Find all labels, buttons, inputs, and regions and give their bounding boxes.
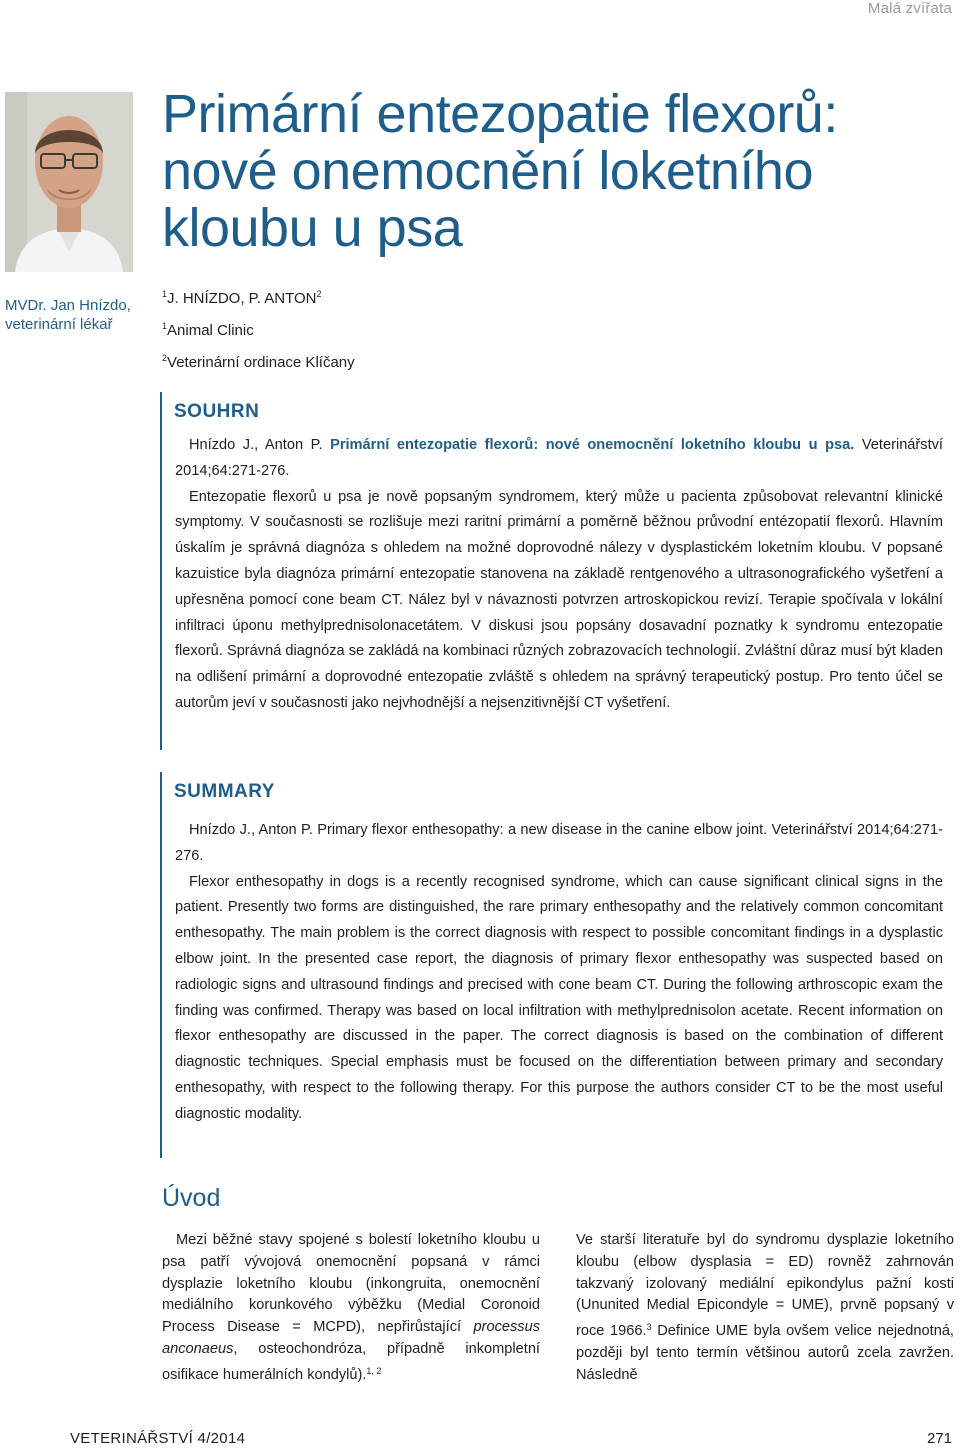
souhrn-body: Entezopatie flexorů u psa je nově popsaným syndromem, který může u pacienta způsobovat relevantní klinické symptomy. V současnosti se rozlišuje mezi raritní primární a poměrně běžnou průvodní entézopatií flexorů. Hlavním úskalím je správná diagnóza s ohledem na možné doprovodné nálezy v dysplastickém loketním kloubu. V popsané kazuistice byla diagnóza primární entezopatie stanovena na základě rentgenového a ultrasonografického vyšetření a upřesněna pomocí cone beam CT. Nález byl v návaznosti potvrzen artroskopickou revizí. Terapie spočívala v lokální infiltraci úponu methylprednisolonacetátem. V diskusi jsou popsány dosavadní poznatky k syndromu entezopatie flexorů. Správná diagnóza se zakládá na kombinaci různých zobrazovacích technologií. Zvláštní důraz musí být kladen na odlišení primární a doprovodné entezopatie zvláště s ohledem na správný terapeutický postup. Pro tento účel se autorům jeví v současnosti jako nejvhodnější a nejsenzitivnější CT vyšetření. [175,488,943,711]
souhrn-heading: SOUHRN [174,401,260,422]
article-authors [162,284,322,309]
citation-authors: Hnízdo J., Anton P. [189,437,323,453]
intro-text: Ve starší literatuře byl do syndromu dysplazie loketního kloubu (elbow dysplasia = ED) rovněž zahrnován takzvaný izolovaný mediální epikondylus pažní kosti (Ununited Medial Epicondyle = UME), prvně popsaný v roce 1966. [576,1232,954,1340]
affiliation [162,316,254,341]
intro-column-left [162,1230,540,1387]
souhrn-box [160,392,952,750]
souhrn-text [175,433,943,717]
intro-paragraph [576,1230,954,1387]
intro-text: Definice UME byla ovšem velice nejednotná, později byl tento termín většinou autorů zcela zavržen. Následně [576,1323,954,1383]
citation-title: Primární entezopatie flexorů: nové onemocnění loketního kloubu u psa. [330,437,855,453]
affiliation [162,348,355,373]
reference-sup: 1, 2 [366,1365,382,1376]
author-name: MVDr. Jan Hnízdo, [5,297,131,314]
article-title [162,86,952,257]
summary-box [160,772,952,1158]
affiliation-sup: 2 [162,353,168,363]
title-line: Primární entezopatie flexorů: [162,84,838,144]
title-line: kloubu u psa [162,198,463,258]
author-portrait-image [5,92,133,272]
footer-journal: VETERINÁŘSTVÍ 4/2014 [70,1430,246,1447]
summary-citation: Hnízdo J., Anton P. Primary flexor enthesopathy: a new disease in the canine elbow joint. Veterinářství 2014;64:271-276. [175,822,943,864]
affiliation-text: Animal Clinic [167,322,254,339]
affiliation-text: Veterinární ordinace Klíčany [167,354,355,371]
intro-heading: Úvod [162,1184,221,1212]
author-box [5,296,145,334]
souhrn-citation [175,433,943,485]
intro-text: Mezi běžné stavy spojené s bolestí loketního kloubu u psa patří vývojová onemocnění popsaná v rámci dysplazie loketního kloubu (inkongruita, onemocnění mediálního korunkového výběžku (Medial Coronoid Process Disease = MCPD), nepřirůstající [162,1232,540,1336]
summary-heading: SUMMARY [174,781,275,802]
author-affil-sup: 2 [316,289,322,299]
intro-column-right [576,1230,954,1387]
title-line: nové onemocnění loketního [162,141,813,201]
section-label: Malá zvířata [867,0,952,17]
intro-text: , osteochondróza, případně inkompletní osifikace humerálních kondylů). [162,1340,540,1383]
author-affil-sup: 1 [162,289,168,299]
author-role: veterinární lékař [5,316,113,333]
summary-text [175,818,943,1128]
author-photo [5,92,133,272]
authors-text: J. HNÍZDO, P. ANTON [167,290,317,307]
intro-italic-term: processus anconaeus [162,1319,540,1357]
summary-body: Flexor enthesopathy in dogs is a recently recognised syndrome, which can cause significant clinical signs in the patient. Presently two forms are distinguished, the rare primary enthesopathy and the relatively common concomitant enthesopathy. The main problem is the correct diagnosis with respect to possible concomitant findings in a dysplastic elbow joint. In the presented case report, the diagnosis of primary flexor enthesopathy was suspected based on radiologic signs and ultrasound findings and precised with cone beam CT. During the following arthroscopic exam the finding was confirmed. Therapy was based on local infiltration with methylprednisolon acetate. Recent information on flexor enthesopathy are discussed in the paper. The correct diagnosis is based on the combination of different diagnostic techniques. Special emphasis must be focused on the differentiation between primary and secondary enthesopathy, with respect to the following therapy. For this purpose the authors consider CT to be the most useful diagnostic modality. [175,873,943,1122]
reference-sup: 3 [646,1322,652,1333]
intro-paragraph [162,1230,540,1387]
citation-journal: Veterinářství 2014;64:271-276. [175,437,943,479]
affiliation-sup: 1 [162,321,168,331]
footer-page-number: 271 [926,1430,952,1447]
